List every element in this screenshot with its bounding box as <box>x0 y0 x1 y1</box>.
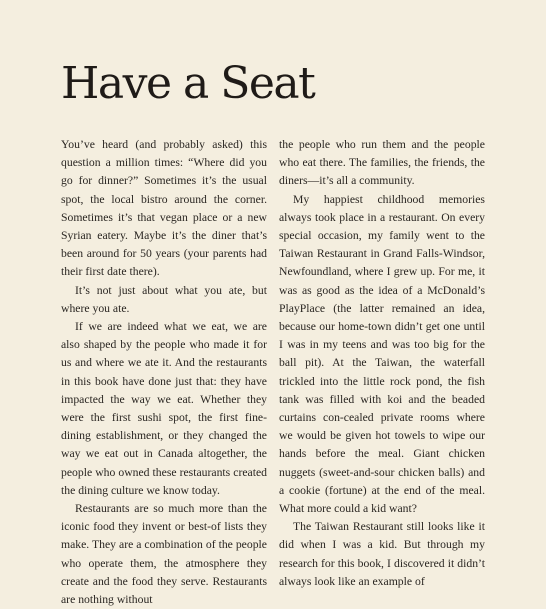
paragraph: You’ve heard (and probably asked) this question a million times: “Where did you go for dinner?” Sometimes it’s the usual spot, the local bistro around the corner. Sometimes it’s that vegan place or a new Syrian eatery. Maybe it’s the diner that’s been around for 50 years (your parents had their first date there). <box>61 138 267 279</box>
left-text-column <box>61 136 267 609</box>
chapter-title: Have a Seat <box>61 58 315 109</box>
paragraph: It’s not just about what you ate, but where you ate. <box>61 283 267 315</box>
paragraph: The Taiwan Restaurant still looks like it did when I was a kid. But through my research for this book, I discovered it didn’t always look like an example of <box>279 520 485 588</box>
paragraph: My happiest childhood memories always took place in a restaurant. On every special occasion, my family went to the Taiwan Restaurant in Grand Falls-Windsor, Newfoundland, where I grew up. For me, it was as good as the idea of a McDonald’s PlayPlace (the latter remained an idea, because our home-town didn’t get one until I was in my teens and was too big for the ball pit). At the Taiwan, the waterfall trickled into the little rock pond, the fish tank was filled with koi and the beaded curtains con-cealed private rooms where we would be given hot towels to wipe our hands before the meal. Giant chicken nuggets (sweet-and-sour chicken balls) and a cookie (fortune) at the end of the meal. What more could a kid want? <box>279 192 485 516</box>
paragraph-continuation: the people who run them and the people who eat there. The families, the friends, the diners—it’s all a community. <box>279 138 485 188</box>
paragraph: Restaurants are so much more than the iconic food they invent or best-of lists they make. They are a combination of the people who operate them, the atmosphere they create and the food they serve. Restaurants are nothing without <box>61 502 267 607</box>
paragraph: If we are indeed what we eat, we are also shaped by the people who made it for us and where we ate it. And the restaurants in this book have done just that: they have impacted the way we eat. Whether they were the first sushi spot, the first fine-dining establishment, or they changed the way we eat out in Canada altogether, the people who owned these restaurants created the dining culture we know today. <box>61 320 267 497</box>
right-text-column <box>279 136 485 591</box>
